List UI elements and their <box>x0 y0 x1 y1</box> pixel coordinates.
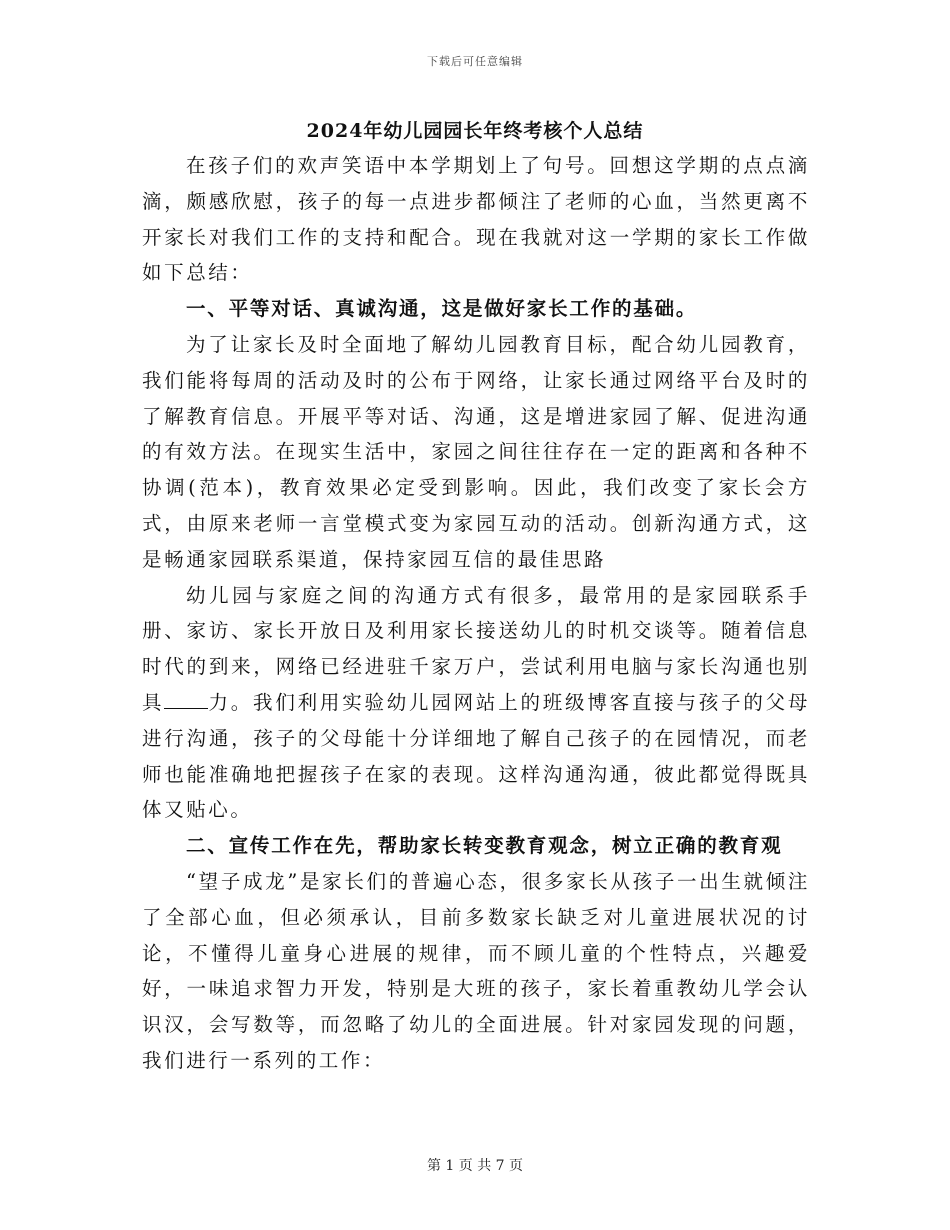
section-1-heading: 一、平等对话、真诚沟通，这是做好家长工作的基础。 <box>186 297 698 321</box>
section-1-paragraph-2-part-a: 幼儿园与家庭之间的沟通方式有很多，最常用的是家园联系手册、家访、家长开放日及利用家长接送幼儿的时机交谈等。随着信息时代的到来，网络已经进驻千家万户，尝试利用电脑与家长沟通也别具 <box>142 583 810 714</box>
section-2-heading: 二、宣传工作在先，帮助家长转变教育观念，树立正确的教育观 <box>186 834 783 858</box>
fill-in-blank <box>164 688 208 709</box>
section-1-paragraph-1: 为了让家长及时全面地了解幼儿园教育目标，配合幼儿园教育，我们能将每周的活动及时的公布于网络，让家长通过网络平台及时的了解教育信息。开展平等对话、沟通，这是增进家园了解、促进沟通的有效方法。在现实生活中，家园之间往往存在一定的距离和各种不协调(范本)，教育效果必定受到影响。因此，我们改变了家长会方式，由原来老师一言堂模式变为家园互动的活动。创新沟通方式，这是畅通家园联系渠道，保持家园互信的最佳思路 <box>142 332 810 571</box>
page-footer: 第 1 页 共 7 页 <box>426 1158 524 1174</box>
intro-paragraph: 在孩子们的欢声笑语中本学期划上了句号。回想这学期的点点滴滴，颇感欣慰，孩子的每一点进步都倾注了老师的心血，当然更离不开家长对我们工作的支持和配合。现在我就对这一学期的家长工作做如下总结： <box>142 154 810 285</box>
section-1-paragraph-2-part-b: 力。我们利用实验幼儿园网站上的班级博客直接与孩子的父母进行沟通，孩子的父母能十分详细地了解自己孩子的在园情况，而老师也能准确地把握孩子在家的表现。这样沟通沟通，彼此都觉得既具体又贴心。 <box>142 690 810 822</box>
document-body <box>142 148 810 1079</box>
document-title: 2024年幼儿园园长年终考核个人总结 <box>306 120 644 142</box>
page-header-note: 下载后可任意编辑 <box>427 55 523 68</box>
section-2-paragraph-1: “望子成龙”是家长们的普遍心态，很多家长从孩子一出生就倾注了全部心血，但必须承认，目前多数家长缺乏对儿童进展状况的讨论，不懂得儿童身心进展的规律，而不顾儿童的个性特点，兴趣爱好，一味追求智力开发，特别是大班的孩子，家长着重教幼儿学会认识汉，会写数等，而忽略了幼儿的全面进展。针对家园发现的问题，我们进行一系列的工作： <box>142 869 810 1072</box>
section-1-paragraph-2 <box>142 578 810 829</box>
